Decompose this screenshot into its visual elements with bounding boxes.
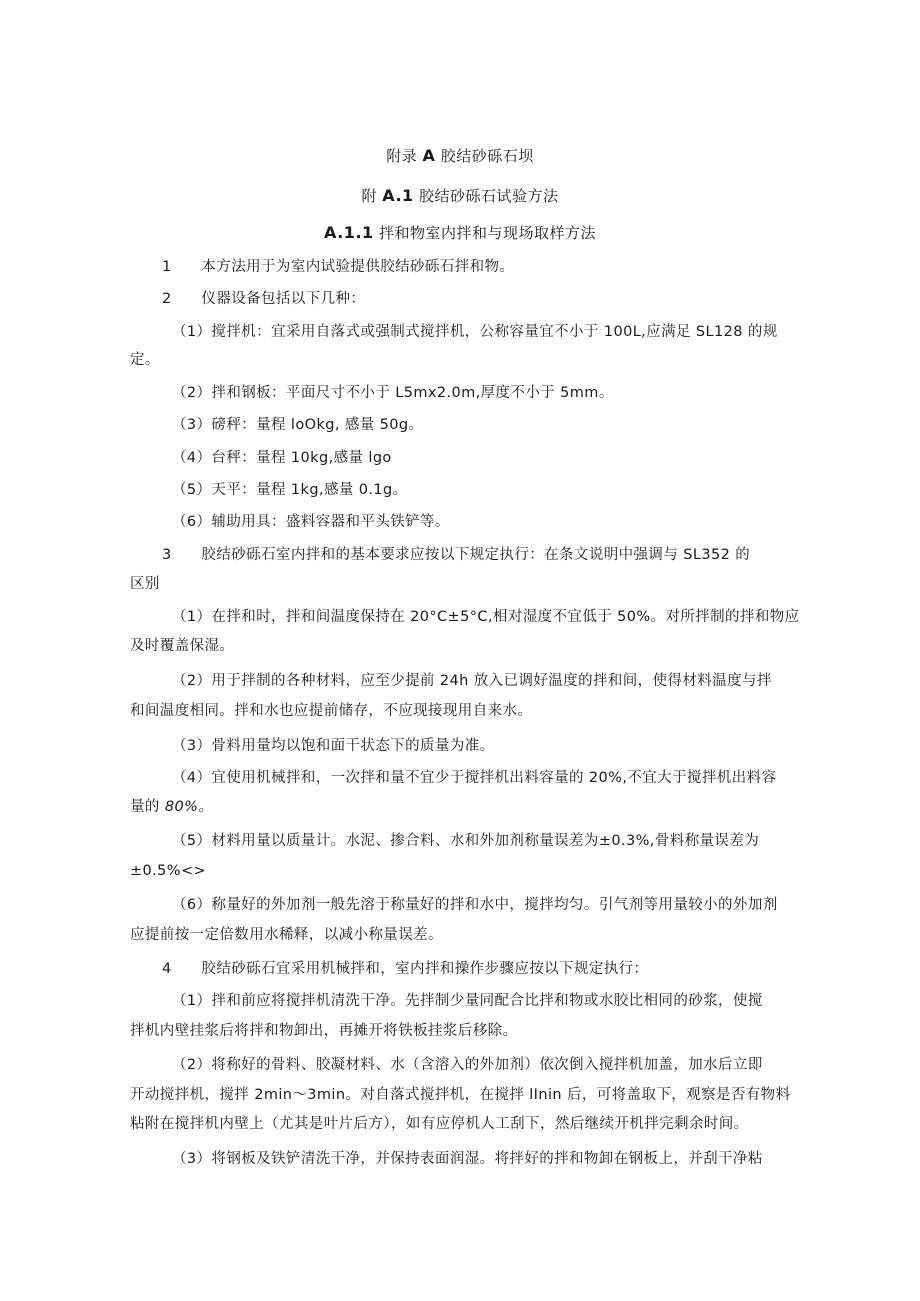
item-4-3: （3）将钢板及铁铲清洗干净，并保持表面润湿。将拌好的拌和物卸在钢板上，并刮干净粘: [172, 1151, 763, 1167]
item-1: 1 本方法用于为室内试验提供胶结砂砾石拌和物。: [162, 259, 515, 275]
item-2-1: （1）搅拌机：宜采用自落式或强制式搅拌机，公称容量宜不小于 100L,应满足 SL128 的规: [172, 324, 778, 340]
item-2-1-cont: 定。: [130, 352, 160, 368]
section-heading: 附 A.1 胶结砂砾石试验方法: [361, 186, 559, 205]
appendix-heading: 附录 A 胶结砂砾石坝: [386, 146, 534, 165]
item-2-6: （6）辅助用具：盛料容器和平头铁铲等。: [172, 514, 450, 530]
italic-percentage: 80%。: [159, 799, 214, 815]
item-4-2-cont2: 粘附在搅拌机内壁上（尤其是叶片后方），如有应停机人工刮下，然后继续开机拌完剩余时间。: [130, 1116, 749, 1132]
item-3: 3 胶结砂砾石室内拌和的基本要求应按以下规定执行：在条文说明中强调与 SL352 的: [162, 547, 751, 563]
subsection-heading: A.1.1 拌和物室内拌和与现场取样方法: [324, 223, 596, 242]
item-4-1-cont: 拌机内壁挂浆后将拌和物卸出，再摊开将铁板挂浆后移除。: [130, 1023, 518, 1039]
item-2-3: （3）磅秤：量程 loOkg, 感量 50g。: [172, 417, 424, 433]
item-3-4-cont: 量的 80%。: [130, 799, 214, 815]
item-2-4: （4）台秤：量程 10kg,感量 lgo: [172, 450, 392, 466]
item-2-2: （2）拌和钢板：平面尺寸不小于 L5mx2.0m,厚度不小于 5mm。: [172, 385, 614, 401]
item-3-1: （1）在拌和时，拌和间温度保持在 20°C±5°C,相对湿度不宜低于 50%。对所拌制的拌和物应: [172, 609, 800, 625]
item-3-3: （3）骨料用量均以饱和面干状态下的质量为准。: [172, 738, 495, 754]
item-3-cont: 区别: [130, 576, 160, 592]
item-3-4: （4）宜使用机械拌和，一次拌和量不宜少于搅拌机出料容量的 20%,不宜大于搅拌机出料容: [172, 770, 777, 786]
item-3-2-cont: 和间温度相同。拌和水也应提前储存，不应现接现用自来水。: [130, 703, 533, 719]
item-4-2-cont: 开动搅拌机，搅拌 2min～3min。对自落式搅拌机，在搅拌 lInin 后，可将盖取下，观察是否有物料: [130, 1087, 791, 1103]
item-4-2: （2）将称好的骨料、胶凝材料、水（含溶入的外加剂）依次倒入搅拌机加盖，加水后立即: [172, 1057, 763, 1073]
item-3-5-cont: ±0.5%<>: [130, 863, 207, 879]
item-3-1-cont: 及时覆盖保湿。: [130, 638, 235, 654]
item-4-1: （1）拌和前应将搅拌机清洗干净。先拌制少量同配合比拌和物或水胶比相同的砂浆，使搅: [172, 993, 763, 1009]
item-3-5: （5）材料用量以质量计。水泥、掺合料、水和外加剂称量误差为±0.3%,骨料称量误差为: [172, 833, 760, 849]
item-2-5: （5）天平：量程 1kg,感量 0.1g。: [172, 482, 408, 498]
item-2: 2 仪器设备包括以下几种：: [162, 291, 366, 307]
item-4: 4 胶结砂砾石宜采用机械拌和，室内拌和操作步骤应按以下规定执行：: [162, 961, 649, 977]
item-3-6-cont: 应提前按一定倍数用水稀释，以减小称量误差。: [130, 927, 443, 943]
item-3-6: （6）称量好的外加剂一般先溶于称量好的拌和水中，搅拌均匀。引气剂等用量较小的外加剂: [172, 897, 778, 913]
item-3-2: （2）用于拌制的各种材料，应至少提前 24h 放入已调好温度的拌和间，使得材料温度与拌: [172, 673, 772, 689]
